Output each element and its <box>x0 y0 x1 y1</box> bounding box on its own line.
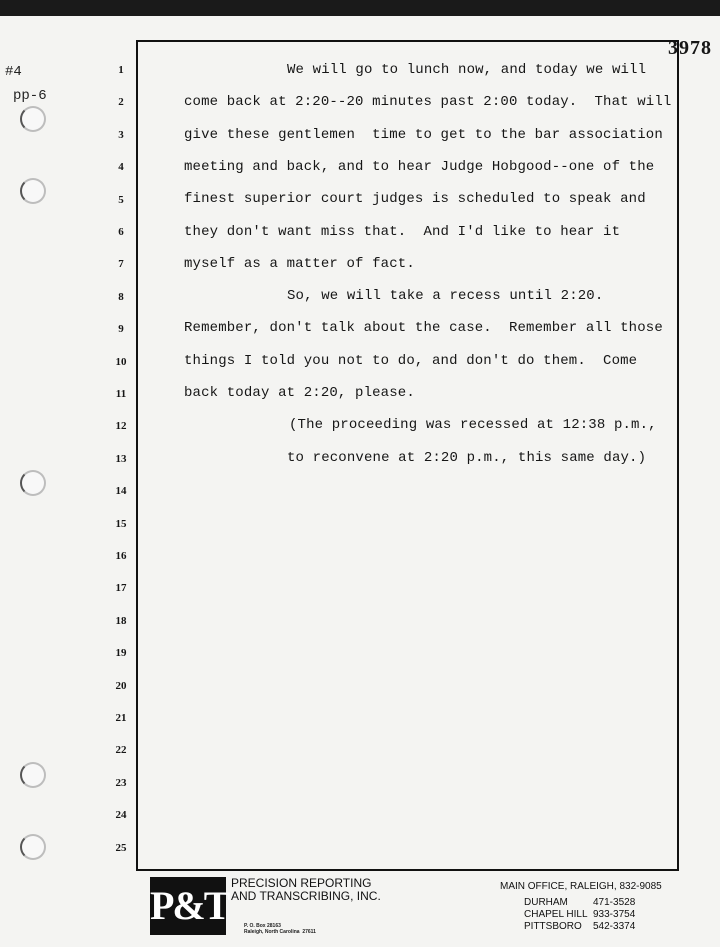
binder-hole <box>20 470 46 496</box>
transcript-line: to reconvene at 2:20 p.m., this same day.) <box>287 449 647 466</box>
line-number: 18 <box>115 614 127 627</box>
line-number: 10 <box>115 355 127 368</box>
line-number: 8 <box>118 290 124 303</box>
transcript-line: myself as a matter of fact. <box>184 255 415 272</box>
transcript-line: they don't want miss that. And I'd like to hear it <box>184 223 621 240</box>
line-number: 2 <box>118 96 124 109</box>
line-number: 19 <box>115 647 127 660</box>
line-number: 1 <box>118 64 124 76</box>
line-number: 4 <box>118 161 124 174</box>
office-phone: 933-3754 <box>593 909 636 920</box>
line-number: 20 <box>115 679 127 692</box>
firm-name-line2: AND TRANSCRIBING, INC. <box>231 889 381 903</box>
firm-address-line2: Raleigh, North Carolina 27611 <box>244 929 316 935</box>
line-number: 16 <box>115 550 127 562</box>
transcript-line: back today at 2:20, please. <box>184 385 415 401</box>
transcript-line: things I told you not to do, and don't do them. Come <box>184 352 638 369</box>
firm-name-line1: PRECISION REPORTING <box>231 876 372 890</box>
binder-hole <box>20 106 46 132</box>
transcript-line: (The proceeding was recessed at 12:38 p.m., <box>289 417 657 434</box>
line-number: 14 <box>115 485 127 498</box>
binder-hole <box>20 178 46 204</box>
transcript-line: So, we will take a recess until 2:20. <box>287 288 604 305</box>
margin-tab-note: #4 <box>5 64 22 80</box>
line-number: 23 <box>115 776 127 789</box>
main-office: MAIN OFFICE, RALEIGH, 832-9085 <box>500 881 662 892</box>
binder-hole <box>20 834 46 860</box>
line-number: 9 <box>118 323 124 336</box>
transcript-line: come back at 2:20--20 minutes past 2:00 today. That will <box>184 94 672 111</box>
office-city: PITTSBORO <box>524 921 582 932</box>
firm-address-line1: P. O. Box 28163 <box>244 923 281 929</box>
office-phone: 542-3374 <box>593 921 636 932</box>
margin-code-note: pp-6 <box>13 88 47 104</box>
company-logo: P&T <box>150 877 226 935</box>
line-number: 22 <box>115 744 127 757</box>
line-number: 15 <box>115 517 127 530</box>
scan-top-edge <box>0 0 720 16</box>
transcript-line: meeting and back, and to hear Judge Hobgood--one of the <box>184 158 655 175</box>
line-number: 6 <box>118 226 124 238</box>
transcript-line: finest superior court judges is scheduled to speak and <box>184 191 646 208</box>
office-phone: 471-3528 <box>593 897 636 908</box>
binder-hole <box>20 762 46 788</box>
line-number: 7 <box>118 258 124 271</box>
transcript-line: give these gentlemen time to get to the bar association <box>184 126 663 143</box>
line-number: 21 <box>115 712 127 724</box>
line-number: 24 <box>115 809 127 822</box>
transcript-frame-bottom <box>136 869 677 871</box>
line-number: 13 <box>115 452 127 465</box>
office-city: DURHAM <box>524 897 568 908</box>
line-number: 17 <box>115 582 127 595</box>
office-city: CHAPEL HILL <box>524 909 588 920</box>
transcript-line: Remember, don't talk about the case. Remember all those <box>184 320 663 337</box>
line-number: 12 <box>115 420 127 433</box>
page-number: 3978 <box>668 37 712 59</box>
line-number: 11 <box>115 388 127 400</box>
transcript-line: We will go to lunch now, and today we will <box>287 62 647 78</box>
line-number: 25 <box>115 841 127 854</box>
line-number: 3 <box>118 128 124 141</box>
line-number: 5 <box>118 193 124 206</box>
